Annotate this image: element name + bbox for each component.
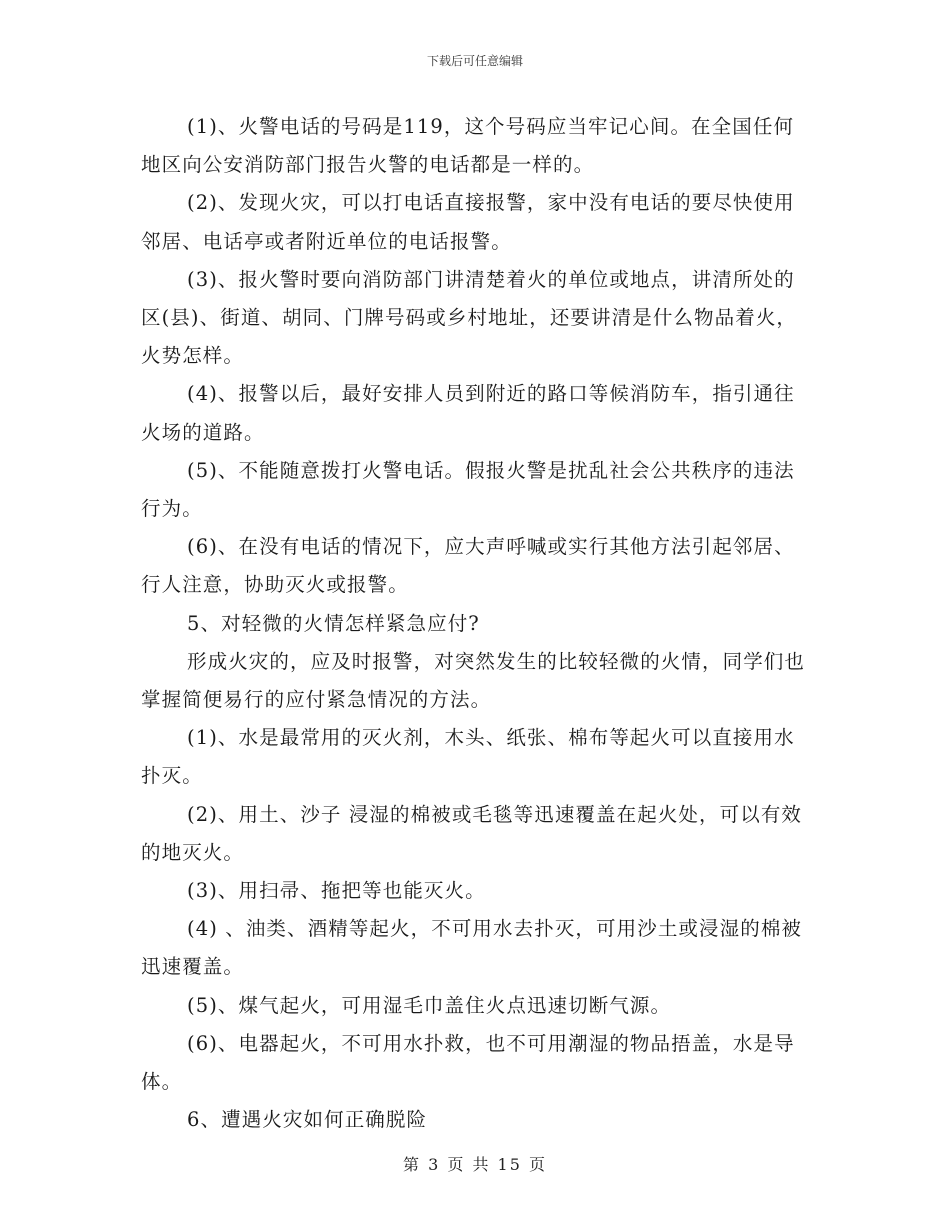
paragraph-alarm-number: (1)、火警电话的号码是119，这个号码应当牢记心间。在全国任何地区向公安消防部门报告火警的电话都是一样的。 xyxy=(141,115,795,177)
section-heading-escape: 6、遭遇火灾如何正确脱险 xyxy=(187,1108,428,1132)
paragraph-water-extinguish: (1)、水是最常用的灭火剂，木头、纸张、棉布等起火可以直接用水扑灭。 xyxy=(141,726,795,788)
paragraph-broom-mop: (3)、用扫帚、拖把等也能灭火。 xyxy=(187,879,486,903)
section-heading-minor-fire: 5、对轻微的火情怎样紧急应付? xyxy=(187,611,480,635)
paragraph-minor-fire-intro: 形成火灾的，应及时报警，对突然发生的比较轻微的火情，同学们也掌握简便易行的应付紧急情况的方法。 xyxy=(141,649,806,712)
paragraph-phone-report: (2)、发现火灾，可以打电话直接报警，家中没有电话的要尽快使用邻居、电话亭或者附近单位的电话报警。 xyxy=(141,191,795,253)
paragraph-cover-fire: (2)、用土、沙子 浸湿的棉被或毛毯等迅速覆盖在起火处，可以有效的地灭火。 xyxy=(141,802,803,864)
paragraph-gas-fire: (5)、煤气起火，可用湿毛巾盖住火点迅速切断气源。 xyxy=(187,993,672,1017)
paragraph-no-false-alarm: (5)、不能随意拨打火警电话。假报火警是扰乱社会公共秩序的违法行为。 xyxy=(141,458,795,521)
paragraph-oil-alcohol: (4) 、油类、酒精等起火，不可用水去扑灭，可用沙土或浸湿的棉被迅速覆盖。 xyxy=(141,917,803,979)
paragraph-report-details: (3)、报火警时要向消防部门讲清楚着火的单位或地点，讲清所处的区(县)、街道、胡同、门牌号码或乡村地址，还要讲清是什么物品着火，火势怎样。 xyxy=(141,267,798,368)
paragraph-electrical-fire: (6)、电器起火，不可用水扑救，也不可用潮湿的物品捂盖，水是导体。 xyxy=(141,1031,795,1094)
page-footer: 第 3 页 共 15 页 xyxy=(403,1155,547,1174)
paragraph-guide-firetruck: (4)、报警以后，最好安排人员到附近的路口等候消防车，指引通往火场的道路。 xyxy=(141,382,795,444)
document-body xyxy=(141,108,813,1139)
paragraph-shout-for-help: (6)、在没有电话的情况下，应大声呼喊或实行其他方法引起邻居、行人注意，协助灭火或报警。 xyxy=(141,535,795,597)
page-header: 下载后可任意编辑 xyxy=(426,54,523,68)
